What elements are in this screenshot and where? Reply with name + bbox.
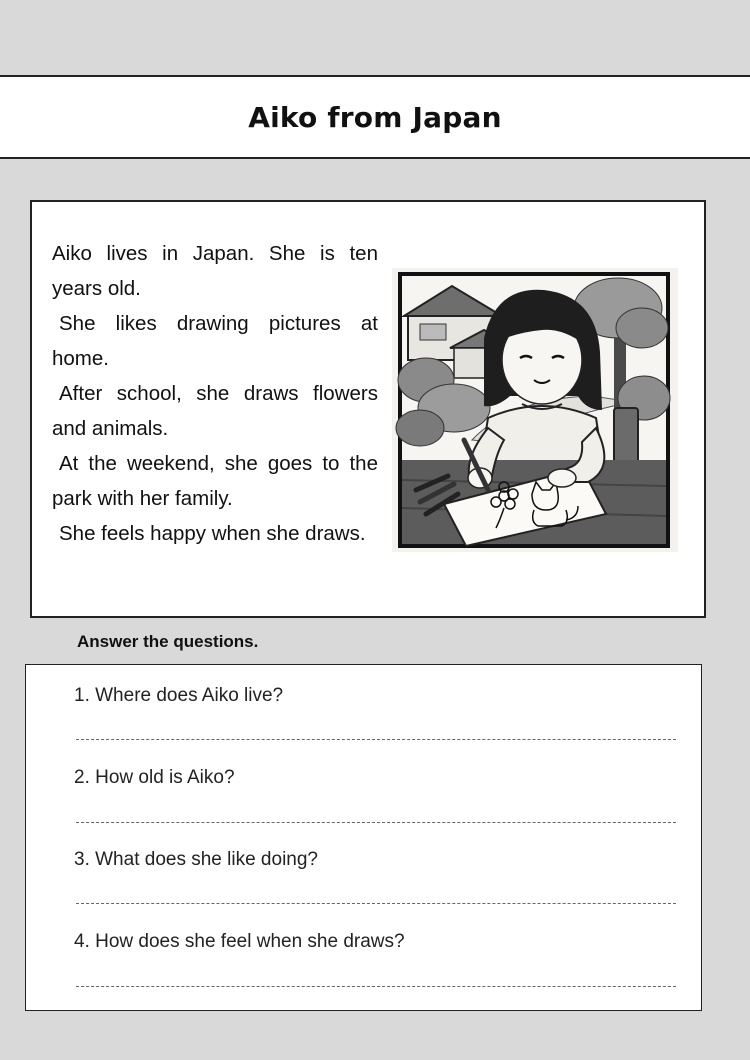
- story-paragraph-3: After school, she draws flowers and animals.: [52, 382, 378, 440]
- question-4: 4. How does she feel when she draws?: [74, 931, 405, 952]
- answer-line-3[interactable]: [76, 903, 676, 904]
- answer-line-2[interactable]: [76, 822, 676, 823]
- answer-line-4[interactable]: [76, 986, 676, 987]
- girl-drawing-illustration: [392, 268, 678, 552]
- worksheet-title: Aiko from Japan: [248, 100, 502, 134]
- question-1: 1. Where does Aiko live?: [74, 685, 284, 706]
- story-paragraph-2: She likes drawing pictures at home.: [52, 312, 378, 370]
- answer-line-1[interactable]: [76, 739, 676, 740]
- title-band: [0, 75, 750, 159]
- story-text: [52, 236, 378, 551]
- story-paragraph-1: Aiko lives in Japan. She is ten years old.: [52, 242, 378, 300]
- instructions-heading: Answer the questions.: [77, 632, 259, 651]
- question-2: 2. How old is Aiko?: [74, 767, 235, 788]
- question-3: 3. What does she like doing?: [74, 849, 318, 870]
- story-box: [30, 200, 706, 618]
- questions-box: [25, 664, 702, 1011]
- story-paragraph-4: At the weekend, she goes to the park with her family.: [52, 452, 378, 510]
- story-paragraph-5: She feels happy when she draws.: [59, 522, 366, 545]
